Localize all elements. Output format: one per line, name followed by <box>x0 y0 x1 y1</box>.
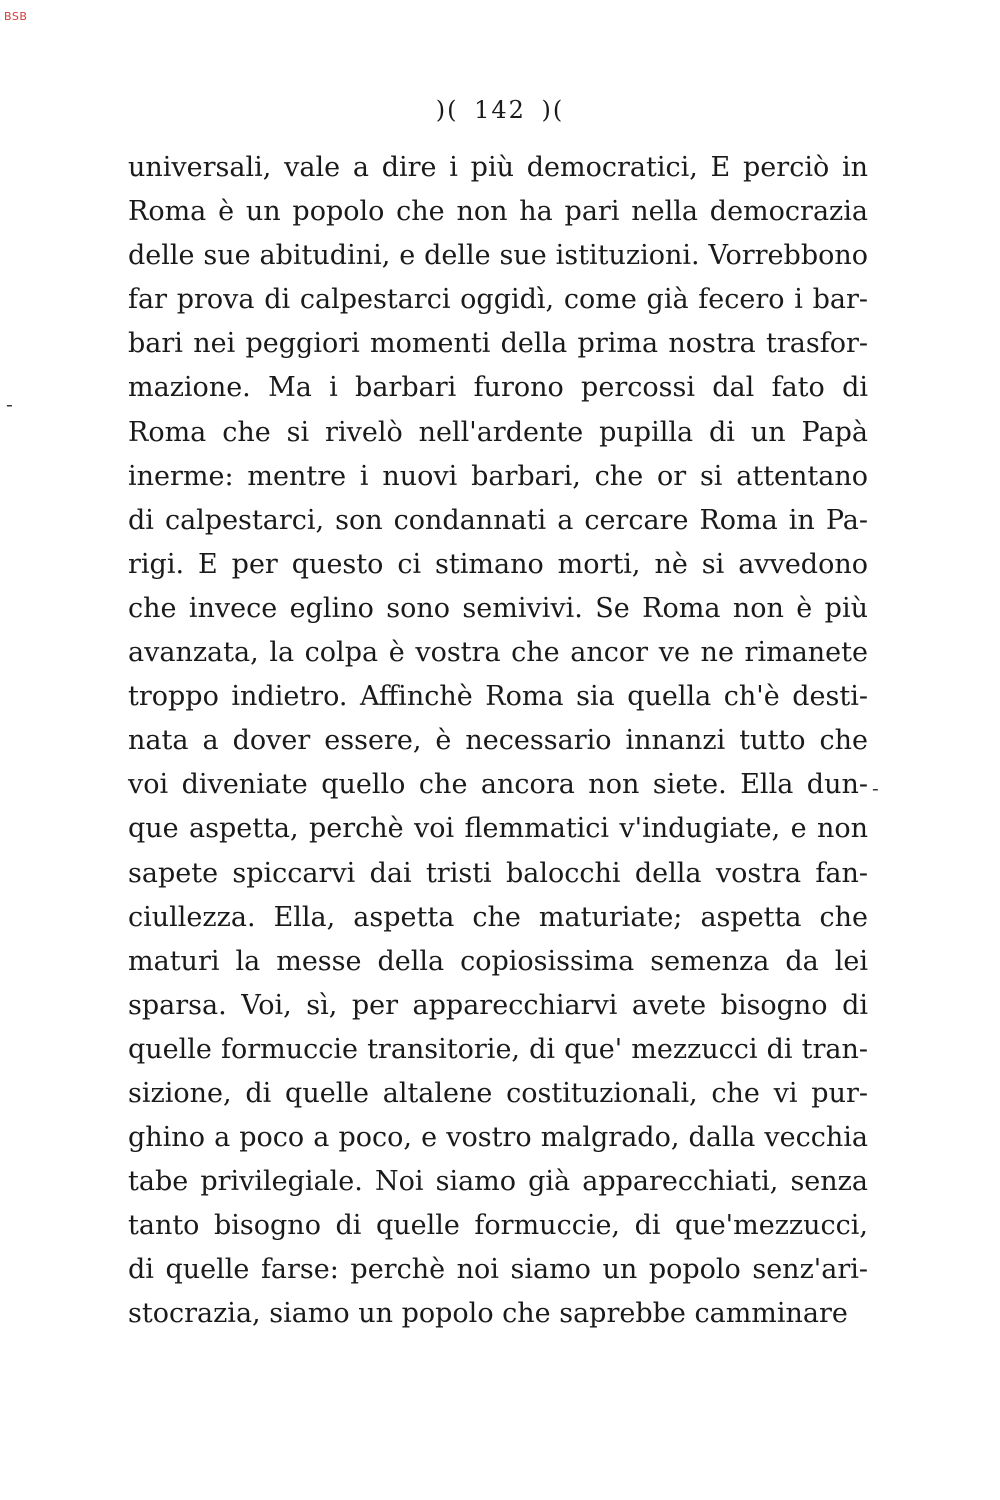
text-line: delle sue abitudini, e delle sue istituzioni. Vorrebbono <box>128 240 868 272</box>
page-header <box>0 96 1000 124</box>
text-line: troppo indietro. Affinchè Roma sia quella ch'è desti- <box>128 681 868 713</box>
header-ornament-left: )( <box>435 96 459 124</box>
text-line: stocrazia, siamo un popolo che saprebbe camminare <box>128 1298 848 1330</box>
text-line: quelle formuccie transitorie, di que' mezzucci di tran- <box>128 1033 868 1065</box>
text-line: di quelle farse: perchè noi siamo un popolo senz'ari- <box>128 1254 868 1286</box>
header-ornament-right: )( <box>541 96 565 124</box>
text-line: nata a dover essere, è necessario innanzi tutto che <box>128 725 868 757</box>
text-line: mazione. Ma i barbari furono percossi dal fato di <box>128 372 868 404</box>
text-line: che invece eglino sono semivivi. Se Roma non è più <box>128 592 868 624</box>
text-line: tabe privilegiale. Noi siamo già apparecchiati, senza <box>128 1166 868 1198</box>
text-line: inerme: mentre i nuovi barbari, che or si attentano <box>128 460 868 492</box>
text-line: bari nei peggiori momenti della prima nostra trasfor- <box>128 328 868 360</box>
text-line: maturi la messe della copiosissima semenza da lei <box>128 945 868 977</box>
text-line: rigi. E per questo ci stimano morti, nè si avvedono <box>128 548 868 580</box>
text-line: que aspetta, perchè voi flemmatici v'indugiate, e non <box>128 813 868 845</box>
text-line: ciullezza. Ella, aspetta che maturiate; aspetta che <box>128 901 868 933</box>
page-number: 142 <box>474 96 526 124</box>
body-text <box>128 146 868 1337</box>
text-line: sparsa. Voi, sì, per apparecchiarvi avete bisogno di <box>128 989 868 1021</box>
text-line: avanzata, la colpa è vostra che ancor ve ne rimanete <box>128 637 868 669</box>
text-line: sizione, di quelle altalene costituzionali, che vi pur- <box>128 1077 868 1109</box>
text-line: tanto bisogno di quelle formuccie, di que'mezzucci, <box>128 1210 868 1242</box>
margin-speck: - <box>872 776 879 800</box>
text-line: ghino a poco a poco, e vostro malgrado, dalla vecchia <box>128 1122 868 1154</box>
library-stamp: BSB <box>4 10 28 23</box>
text-line: Roma che si rivelò nell'ardente pupilla di un Papà <box>128 416 868 448</box>
text-line: universali, vale a dire i più democratici, E perciò in <box>128 152 868 183</box>
text-line: Roma è un popolo che non ha pari nella democrazia <box>128 196 868 228</box>
text-line: far prova di calpestarci oggidì, come già fecero i bar- <box>128 284 868 316</box>
text-line: di calpestarci, son condannati a cercare Roma in Pa- <box>128 504 868 536</box>
text-line: voi diveniate quello che ancora non siete. Ella dun- <box>128 769 868 801</box>
margin-speck: - <box>6 392 13 416</box>
text-line: sapete spiccarvi dai tristi balocchi della vostra fan- <box>128 857 868 889</box>
